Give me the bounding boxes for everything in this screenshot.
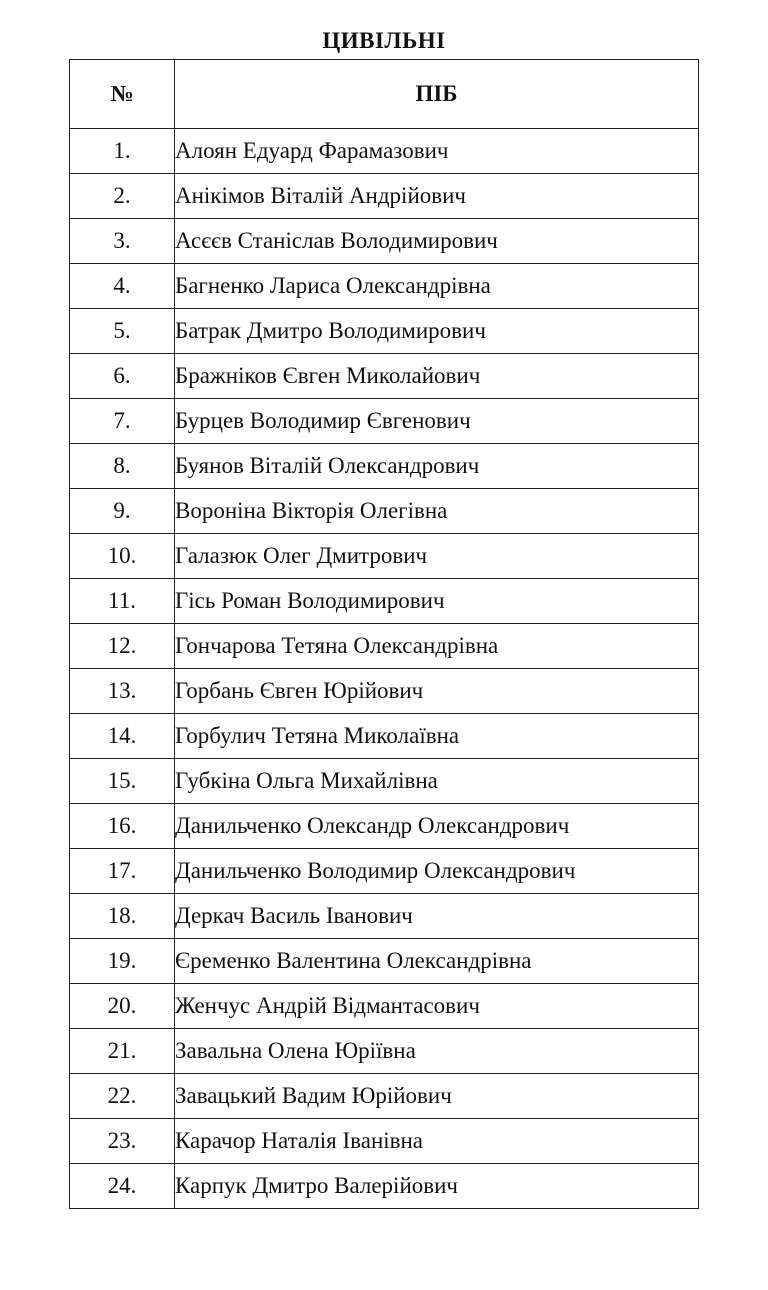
row-number-cell: 18.	[70, 894, 175, 939]
table-row	[70, 1029, 699, 1074]
table-header-row	[70, 60, 699, 129]
row-number-cell: 23.	[70, 1119, 175, 1164]
row-number-cell: 24.	[70, 1164, 175, 1209]
row-number-cell: 10.	[70, 534, 175, 579]
row-number-cell: 21.	[70, 1029, 175, 1074]
table-row	[70, 1164, 699, 1209]
full-name-cell: Губкіна Ольга Михайлівна	[175, 759, 699, 804]
row-number-cell: 19.	[70, 939, 175, 984]
table-row	[70, 714, 699, 759]
table-row	[70, 939, 699, 984]
full-name-cell: Карачор Наталія Іванівна	[175, 1119, 699, 1164]
table-row	[70, 489, 699, 534]
full-name-cell: Багненко Лариса Олександрівна	[175, 264, 699, 309]
table-row	[70, 264, 699, 309]
row-number-cell: 5.	[70, 309, 175, 354]
row-number-cell: 17.	[70, 849, 175, 894]
row-number-cell: 6.	[70, 354, 175, 399]
row-number-cell: 4.	[70, 264, 175, 309]
table-row	[70, 1119, 699, 1164]
row-number-cell: 22.	[70, 1074, 175, 1119]
table-row	[70, 669, 699, 714]
full-name-cell: Батрак Дмитро Володимирович	[175, 309, 699, 354]
row-number-cell: 9.	[70, 489, 175, 534]
table-row	[70, 399, 699, 444]
full-name-cell: Бурцев Володимир Євгенович	[175, 399, 699, 444]
full-name-cell: Буянов Віталій Олександрович	[175, 444, 699, 489]
table-row	[70, 354, 699, 399]
table-row	[70, 174, 699, 219]
table-row	[70, 579, 699, 624]
row-number-cell: 14.	[70, 714, 175, 759]
full-name-cell: Єременко Валентина Олександрівна	[175, 939, 699, 984]
table-row	[70, 444, 699, 489]
full-name-cell: Анікімов Віталій Андрійович	[175, 174, 699, 219]
full-name-cell: Деркач Василь Іванович	[175, 894, 699, 939]
table-row	[70, 219, 699, 264]
row-number-cell: 11.	[70, 579, 175, 624]
row-number-cell: 16.	[70, 804, 175, 849]
table-row	[70, 804, 699, 849]
full-name-cell: Вороніна Вікторія Олегівна	[175, 489, 699, 534]
full-name-cell: Горбань Євген Юрійович	[175, 669, 699, 714]
table-row	[70, 534, 699, 579]
full-name-cell: Асєєв Станіслав Володимирович	[175, 219, 699, 264]
table-row	[70, 759, 699, 804]
row-number-cell: 12.	[70, 624, 175, 669]
full-name-cell: Женчус Андрій Відмантасович	[175, 984, 699, 1029]
column-header-number: №	[70, 60, 175, 129]
table-body	[70, 129, 699, 1209]
full-name-cell: Гісь Роман Володимирович	[175, 579, 699, 624]
full-name-cell: Горбулич Тетяна Миколаївна	[175, 714, 699, 759]
roster-table	[69, 59, 699, 1209]
table-row	[70, 984, 699, 1029]
page-title: ЦИВІЛЬНІ	[322, 28, 446, 53]
full-name-cell: Карпук Дмитро Валерійович	[175, 1164, 699, 1209]
table-row	[70, 894, 699, 939]
row-number-cell: 8.	[70, 444, 175, 489]
full-name-cell: Гончарова Тетяна Олександрівна	[175, 624, 699, 669]
full-name-cell: Завальна Олена Юріївна	[175, 1029, 699, 1074]
table-row	[70, 624, 699, 669]
row-number-cell: 7.	[70, 399, 175, 444]
row-number-cell: 2.	[70, 174, 175, 219]
full-name-cell: Бражніков Євген Миколайович	[175, 354, 699, 399]
full-name-cell: Завацький Вадим Юрійович	[175, 1074, 699, 1119]
row-number-cell: 1.	[70, 129, 175, 174]
row-number-cell: 20.	[70, 984, 175, 1029]
table-row	[70, 129, 699, 174]
table-row	[70, 849, 699, 894]
column-header-full-name: ПІБ	[175, 60, 699, 129]
full-name-cell: Данильченко Олександр Олександрович	[175, 804, 699, 849]
row-number-cell: 13.	[70, 669, 175, 714]
full-name-cell: Данильченко Володимир Олександрович	[175, 849, 699, 894]
row-number-cell: 15.	[70, 759, 175, 804]
table-row	[70, 1074, 699, 1119]
full-name-cell: Алоян Едуард Фарамазович	[175, 129, 699, 174]
full-name-cell: Галазюк Олег Дмитрович	[175, 534, 699, 579]
row-number-cell: 3.	[70, 219, 175, 264]
table-row	[70, 309, 699, 354]
